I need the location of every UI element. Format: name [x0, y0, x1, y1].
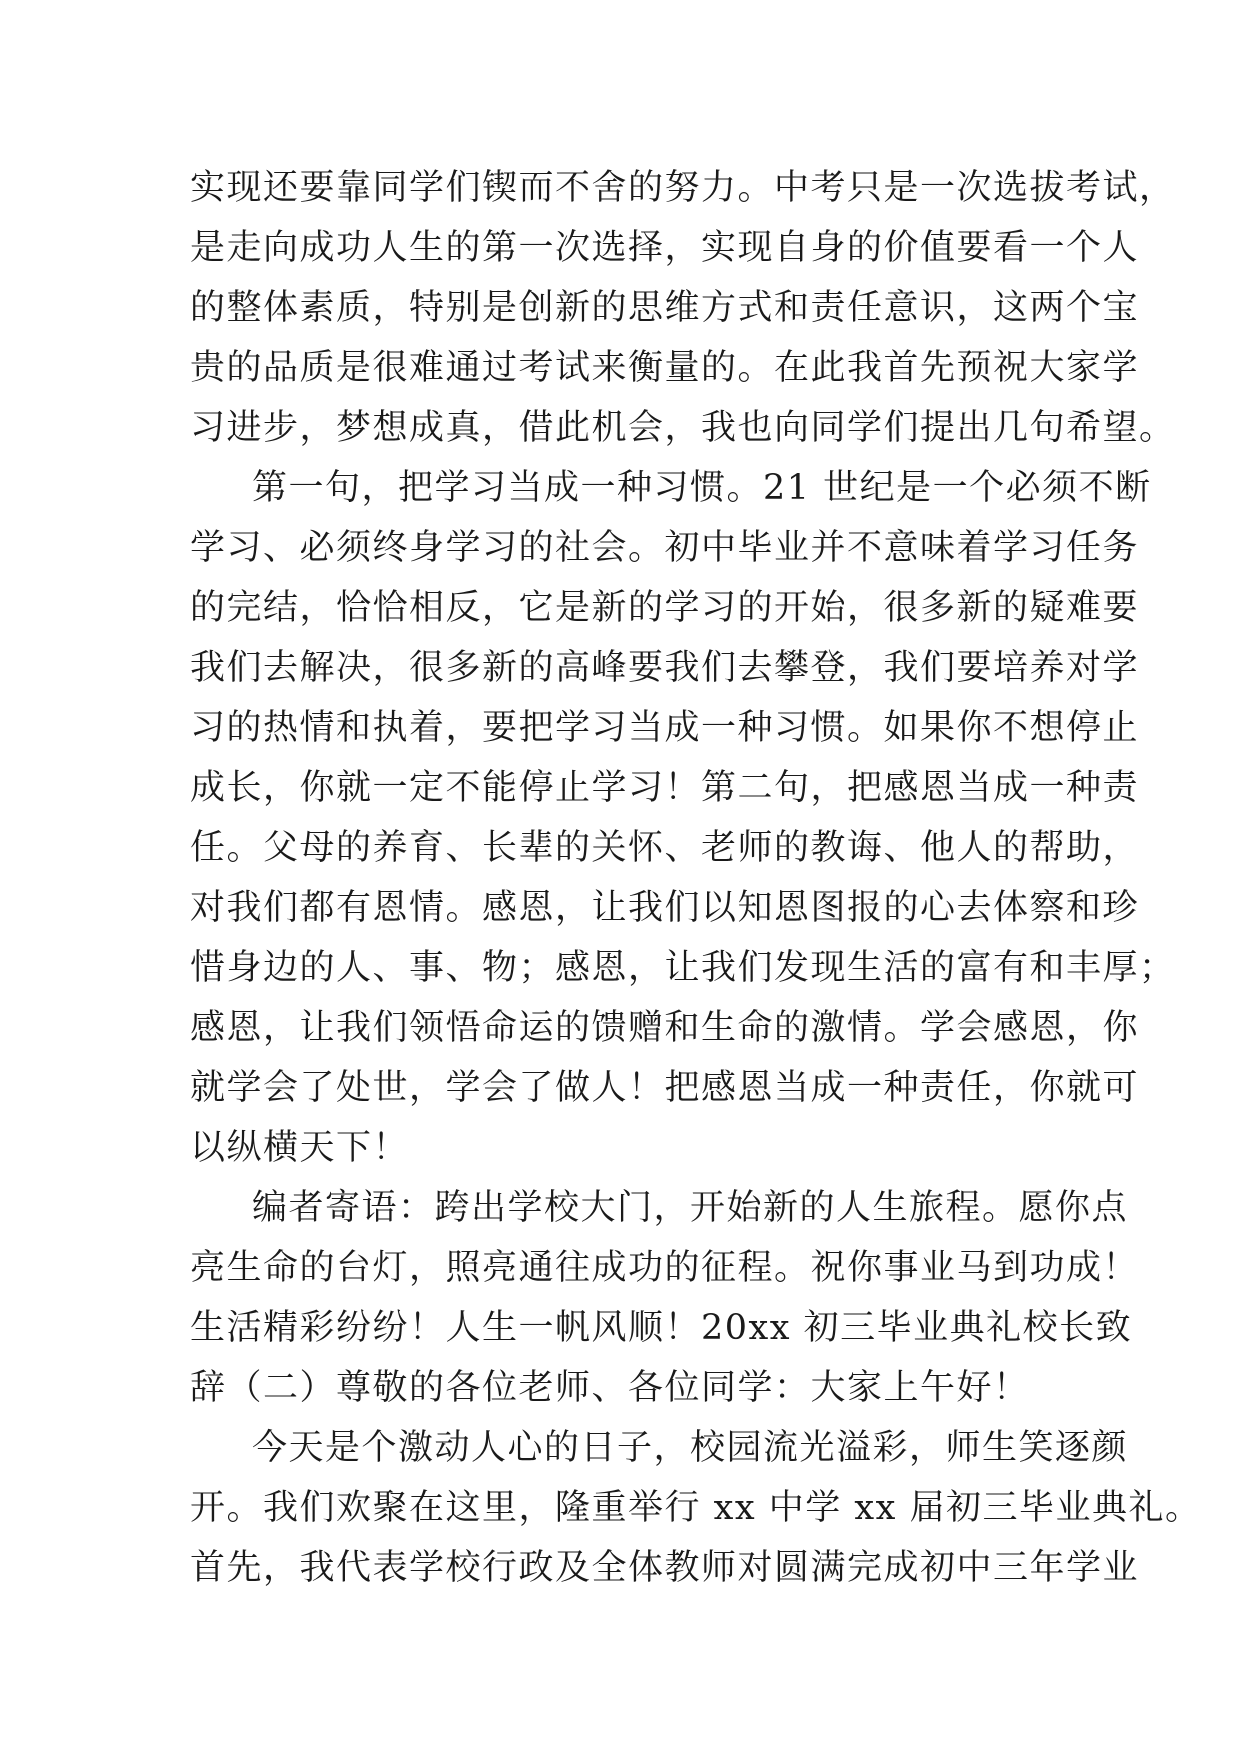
- text-line: 以纵横天下！: [190, 1128, 410, 1168]
- text-line: 开。我们欢聚在这里，隆重举行 xx 中学 xx 届初三毕业典礼。: [190, 1488, 1202, 1528]
- text-line: 生活精彩纷纷！人生一帆风顺！20xx 初三毕业典礼校长致: [190, 1308, 1133, 1348]
- text-line: 惜身边的人、事、物；感恩，让我们发现生活的富有和丰厚；: [190, 948, 1176, 988]
- text-line: 贵的品质是很难通过考试来衡量的。在此我首先预祝大家学: [190, 348, 1140, 388]
- text-line: 的整体素质，特别是创新的思维方式和责任意识，这两个宝: [190, 288, 1140, 328]
- text-line: 辞（二）尊敬的各位老师、各位同学：大家上午好！: [190, 1368, 1030, 1408]
- paragraph-first-line: 编者寄语：跨出学校大门，开始新的人生旅程。愿你点: [252, 1188, 1129, 1228]
- body-text: [190, 158, 1202, 1598]
- text-line: 实现还要靠同学们锲而不舍的努力。中考只是一次选拔考试，: [190, 168, 1176, 208]
- paragraph-first-line: 今天是个激动人心的日子，校园流光溢彩，师生笑逐颜: [252, 1428, 1129, 1468]
- text-line: 感恩，让我们领悟命运的馈赠和生命的激情。学会感恩，你: [190, 1008, 1140, 1048]
- text-line: 成长，你就一定不能停止学习！第二句，把感恩当成一种责: [190, 768, 1140, 808]
- text-line: 的完结，恰恰相反，它是新的学习的开始，很多新的疑难要: [190, 588, 1140, 628]
- text-line: 首先，我代表学校行政及全体教师对圆满完成初中三年学业: [190, 1548, 1140, 1588]
- text-line: 习进步，梦想成真，借此机会，我也向同学们提出几句希望。: [190, 408, 1176, 448]
- text-line: 亮生命的台灯，照亮通往成功的征程。祝你事业马到功成！: [190, 1248, 1140, 1288]
- text-line: 对我们都有恩情。感恩，让我们以知恩图报的心去体察和珍: [190, 888, 1140, 928]
- text-line: 就学会了处世，学会了做人！把感恩当成一种责任，你就可: [190, 1068, 1140, 1108]
- text-line: 任。父母的养育、长辈的关怀、老师的教诲、他人的帮助，: [190, 828, 1140, 868]
- text-line: 是走向成功人生的第一次选择，实现自身的价值要看一个人: [190, 228, 1140, 268]
- text-line: 我们去解决，很多新的高峰要我们去攀登，我们要培养对学: [190, 648, 1140, 688]
- text-line: 学习、必须终身学习的社会。初中毕业并不意味着学习任务: [190, 528, 1140, 568]
- text-line: 习的热情和执着，要把学习当成一种习惯。如果你不想停止: [190, 708, 1140, 748]
- paragraph-first-line: 第一句，把学习当成一种习惯。21 世纪是一个必须不断: [252, 468, 1152, 508]
